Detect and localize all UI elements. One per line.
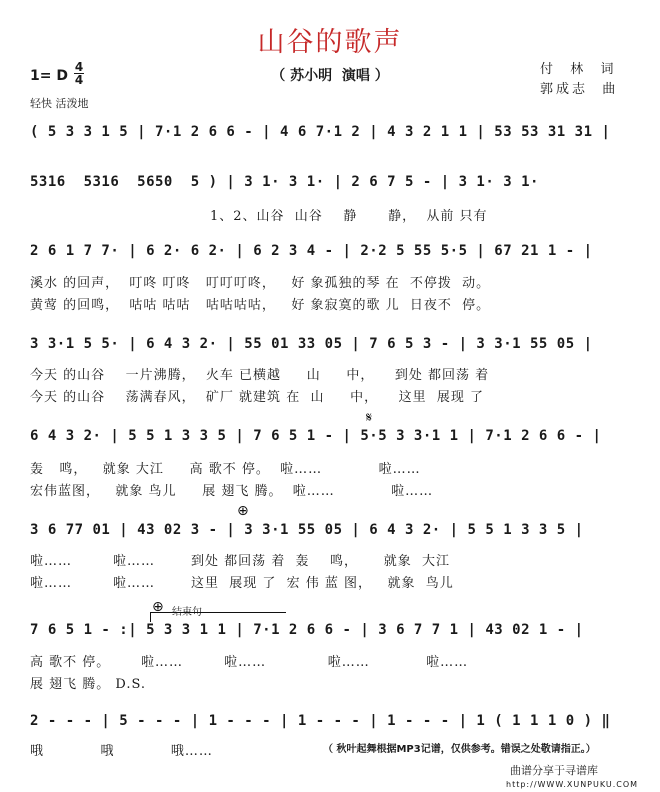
score-row-7-notes: 7 6 5 1 - :| 5 3 3 1 1 | 7·1 2 6 6 - | 3 6 7 7 1 | 43 02 1 - | bbox=[30, 622, 584, 638]
coda-label: 结束句 bbox=[172, 607, 202, 618]
coda-bracket-icon: ⊕ bbox=[152, 599, 164, 615]
watermark-text: 曲谱分享于寻谱库 bbox=[510, 764, 598, 777]
score-row-3-lyric-2: 黄莺 的回鸣， 咕咕 咕咕 咕咕咕咕， 好 象寂寞的歌 儿 日夜不 停。 bbox=[30, 298, 491, 313]
score-row-5-lyric-1: 轰 鸣， 就象 大江 高 歌不 停。 啦…… 啦…… bbox=[30, 462, 421, 477]
segno-icon: 𝄋 bbox=[366, 410, 373, 426]
composer-credit: 郭成志 曲 bbox=[540, 82, 619, 97]
score-row-4-notes: 3 3·1 5 5· | 6 4 3 2· | 55 01 33 05 | 7 6 5 3 - | 3 3·1 55 05 | bbox=[30, 336, 593, 352]
tempo-marking: 轻快 活泼地 bbox=[30, 97, 89, 110]
score-row-5-lyric-2: 宏伟蓝图， 就象 鸟儿 展 翅飞 腾。 啦…… 啦…… bbox=[30, 484, 434, 499]
key-signature: 1= D bbox=[30, 68, 68, 84]
time-signature-bottom: 4 bbox=[74, 73, 84, 87]
score-row-5-notes: 6 4 3 2· | 5 5 1 3 3 5 | 7 6 5 1 - | 5·5 3 3·1 1 | 7·1 2 6 6 - | bbox=[30, 428, 602, 444]
score-row-3-notes: 2 6 1 7 7· | 6 2· 6 2· | 6 2 3 4 - | 2·2 5 55 5·5 | 67 21 1 - | bbox=[30, 243, 593, 259]
time-signature bbox=[73, 61, 85, 86]
coda-icon: ⊕ bbox=[237, 503, 249, 519]
time-signature-top: 4 bbox=[74, 60, 84, 74]
coda-bracket-tick bbox=[150, 612, 151, 622]
score-row-7-lyric-2: 展 翅飞 腾。 D.S. bbox=[30, 677, 147, 692]
score-row-8-lyric-1: 哦 哦 哦…… bbox=[30, 744, 213, 759]
coda-bracket-line bbox=[150, 612, 286, 613]
score-row-4-lyric-2: 今天 的山谷 荡满春风， 矿厂 就建筑 在 山 中， 这里 展现 了 bbox=[30, 390, 485, 405]
score-row-6-notes: 3 6 77 01 | 43 02 3 - | 3 3·1 55 05 | 6 4 3 2· | 5 5 1 3 3 5 | bbox=[30, 522, 584, 538]
song-title: 山谷的歌声 bbox=[257, 27, 403, 58]
performer-credit: （ 苏小明 演唱 ） bbox=[271, 68, 389, 84]
score-row-3-lyric-1: 溪水 的回声， 叮咚 叮咚 叮叮叮咚， 好 象孤独的琴 在 不停拨 动。 bbox=[30, 276, 491, 291]
score-row-6-lyric-2: 啦…… 啦…… 这里 展现 了 宏 伟 蓝 图， 就象 鸟儿 bbox=[30, 576, 454, 591]
score-row-2-notes: 5316 5316 5650 5 ) | 3 1· 3 1· | 2 6 7 5 - | 3 1· 3 1· bbox=[30, 174, 539, 190]
score-row-2-lyric-1: 1、2、山谷 山谷 静 静， 从前 只有 bbox=[210, 209, 488, 224]
watermark-url: http://WWW.XUNPUKU.COM bbox=[506, 780, 639, 789]
score-row-8-notes: 2 - - - | 5 - - - | 1 - - - | 1 - - - | 1 - - - | 1 ( 1 1 1 0 ) ‖ bbox=[30, 713, 611, 729]
lyricist-credit: 付 林 词 bbox=[540, 62, 617, 77]
score-row-7-lyric-1: 高 歌不 停。 啦…… 啦…… 啦…… 啦…… bbox=[30, 655, 469, 670]
score-row-6-lyric-1: 啦…… 啦…… 到处 都回荡 着 轰 鸣， 就象 大江 bbox=[30, 554, 450, 569]
score-row-1-notes: ( 5 3 3 1 5 | 7·1 2 6 6 - | 4 6 7·1 2 | 4 3 2 1 1 | 53 53 31 31 | bbox=[30, 124, 611, 140]
score-row-4-lyric-1: 今天 的山谷 一片沸腾， 火车 已横越 山 中， 到处 都回荡 着 bbox=[30, 368, 490, 383]
transcription-note: （ 秋叶起舞根据MP3记谱，仅供参考。错误之处敬请指正。） bbox=[323, 744, 596, 755]
